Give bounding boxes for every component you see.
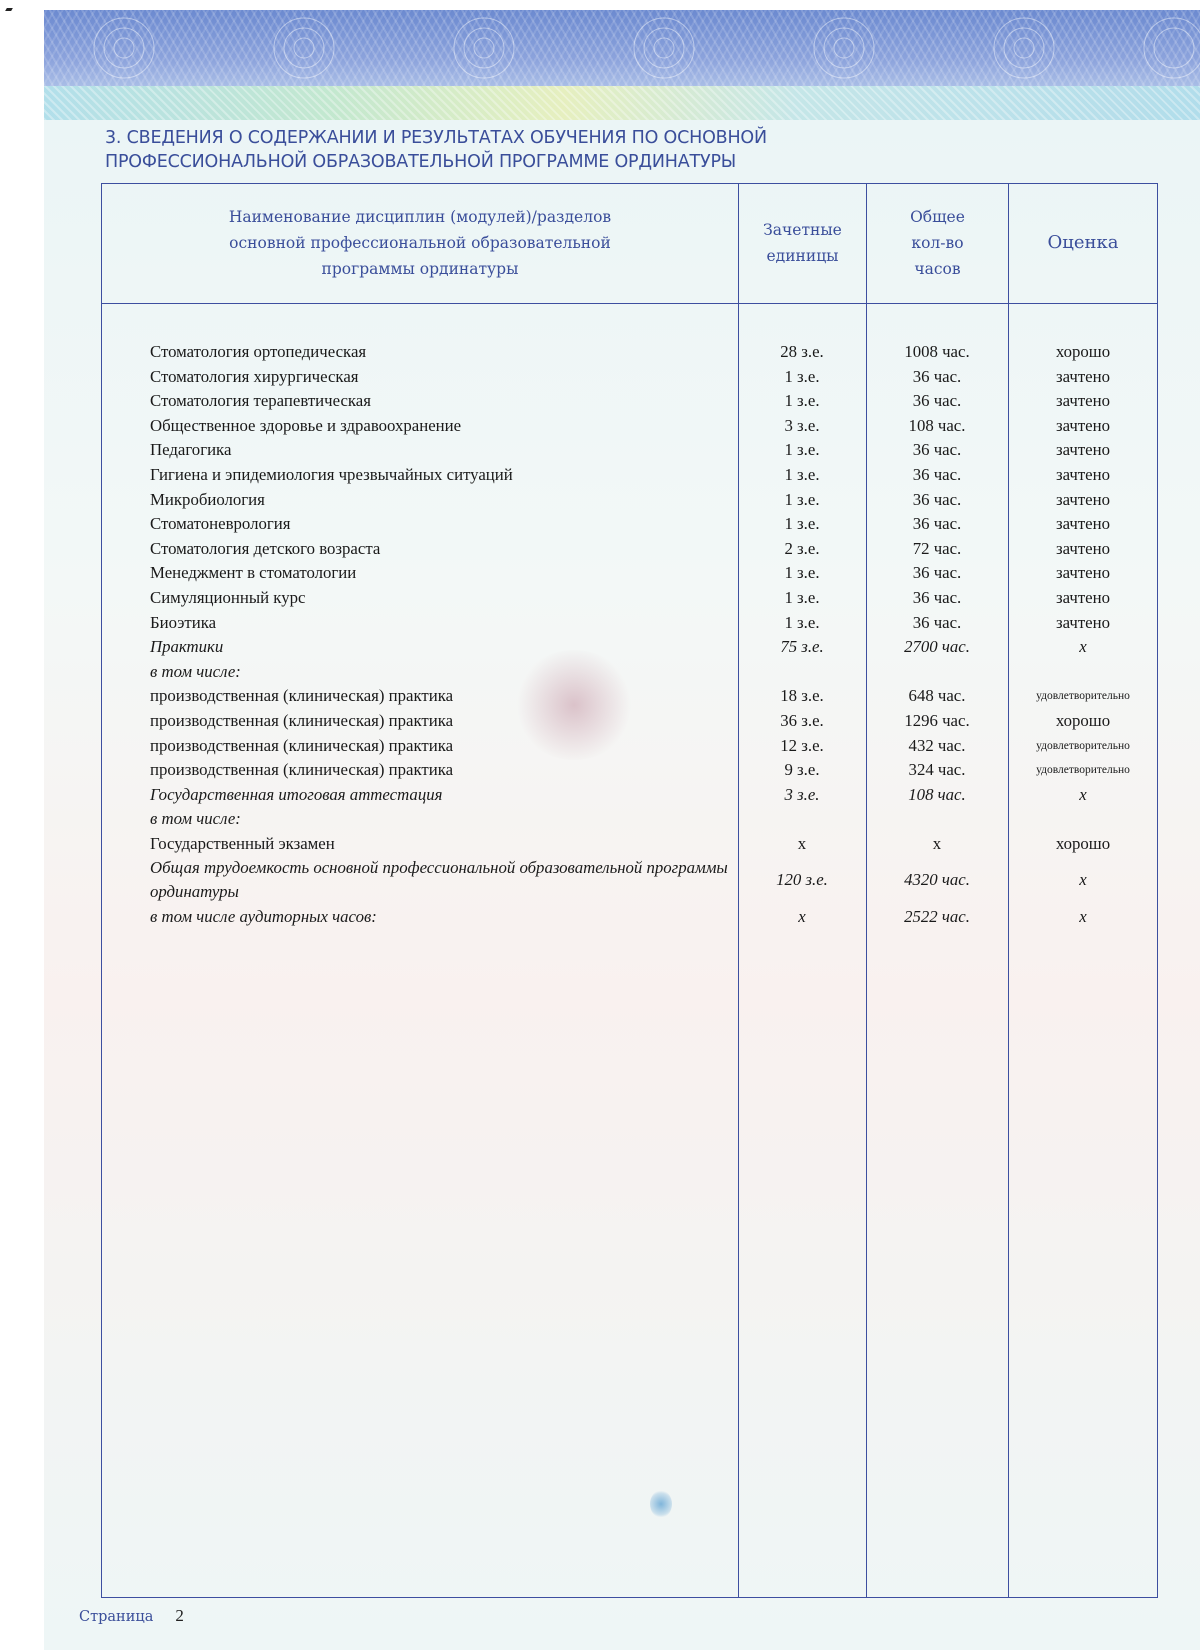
grade-value: зачтено — [1056, 366, 1110, 386]
grade-value: х — [1079, 784, 1087, 804]
table-row — [101, 734, 1158, 759]
discipline-name: производственная (клиническая) практика — [150, 735, 454, 755]
credits-value: 18 з.е. — [780, 686, 824, 706]
header-discipline-line: основной профессиональной образовательной — [229, 234, 611, 252]
grade-value: х — [1079, 907, 1087, 927]
header-grade — [1009, 184, 1157, 302]
credits-value: 120 з.е. — [776, 870, 828, 890]
table-row — [101, 365, 1158, 390]
hours-value: 2700 час. — [904, 637, 970, 657]
table-row — [101, 488, 1158, 513]
grade-value: удовлетворительно — [1036, 690, 1130, 703]
discipline-name: Микробиология — [150, 489, 265, 509]
discipline-name: Стоматология терапевтическая — [150, 391, 371, 411]
table-row — [101, 586, 1158, 611]
hours-value: 2522 час. — [904, 907, 970, 927]
grade-value: удовлетворительно — [1036, 764, 1130, 777]
discipline-name: в том числе: — [150, 661, 241, 681]
hours-value: 108 час. — [908, 415, 966, 435]
credits-value: х — [798, 907, 806, 927]
discipline-name: Симуляционный курс — [150, 587, 306, 607]
header-discipline — [102, 184, 738, 302]
hours-value: 36 час. — [912, 440, 962, 460]
hours-value: 36 час. — [912, 587, 962, 607]
discipline-name: Педагогика — [150, 440, 232, 460]
hours-value: 108 час. — [908, 784, 966, 804]
credits-value: 1 з.е. — [784, 464, 820, 484]
credits-value: 28 з.е. — [780, 342, 824, 361]
hours-value: 1296 час. — [904, 710, 970, 730]
hours-value: 36 час. — [912, 514, 962, 534]
header-hours-line: кол-во — [911, 234, 964, 252]
header-credits-line: Зачетные — [763, 221, 842, 239]
discipline-name: Практики — [150, 637, 224, 657]
grade-value: зачтено — [1056, 563, 1110, 583]
credits-value: 3 з.е. — [784, 784, 820, 804]
grade-value: зачтено — [1056, 391, 1110, 411]
credits-value: 1 з.е. — [784, 587, 820, 607]
grade-value: х — [1079, 870, 1087, 890]
table-row — [101, 512, 1158, 537]
discipline-name: Менеджмент в стоматологии — [150, 563, 357, 583]
discipline-name: Гигиена и эпидемиология чрезвычайных ситуаций — [150, 464, 513, 484]
discipline-name: Биоэтика — [150, 612, 217, 632]
grade-value: зачтено — [1056, 440, 1110, 460]
grade-value: зачтено — [1056, 587, 1110, 607]
header-credits-line: единицы — [766, 247, 839, 265]
hours-value: 36 час. — [912, 489, 962, 509]
discipline-name: Стоматология ортопедическая — [150, 342, 367, 361]
discipline-name: Стоматология детского возраста — [150, 538, 381, 558]
table-row — [101, 611, 1158, 636]
table-row — [101, 463, 1158, 488]
credits-value: 1 з.е. — [784, 391, 820, 411]
table-row — [101, 905, 1158, 930]
hours-value: 1008 час. — [904, 342, 970, 361]
hours-value: 36 час. — [912, 563, 962, 583]
discipline-name: Стоматоневрология — [150, 514, 291, 534]
header-grade-line: Оценка — [1047, 232, 1119, 253]
discipline-name: в том числе аудиторных часов: — [150, 907, 377, 927]
hours-value: 432 час. — [908, 735, 966, 755]
table-row — [101, 660, 1158, 685]
header-hours-line: Общее — [910, 208, 965, 226]
grade-value: зачтено — [1056, 464, 1110, 484]
table-row — [101, 561, 1158, 586]
table-body — [101, 340, 1158, 930]
hours-value: х — [932, 833, 942, 853]
hours-value: 648 час. — [908, 686, 966, 706]
grade-value: х — [1079, 637, 1087, 657]
table-row — [101, 783, 1158, 808]
table-row — [101, 414, 1158, 439]
guilloche-banner — [44, 10, 1200, 86]
section-title — [105, 126, 1005, 174]
grade-value: зачтено — [1056, 489, 1110, 509]
page-number: 2 — [175, 1606, 184, 1625]
discipline-name: Общая трудоемкость основной профессиональной образовательной программы ординатуры — [150, 858, 728, 902]
credits-value: х — [797, 833, 807, 853]
grade-value: зачтено — [1056, 538, 1110, 558]
table-row — [101, 758, 1158, 783]
discipline-name: в том числе: — [150, 809, 241, 829]
grade-value: удовлетворительно — [1036, 739, 1130, 752]
security-strip — [44, 86, 1200, 120]
rosette-pattern-icon — [44, 10, 1200, 86]
credits-value: 1 з.е. — [784, 489, 820, 509]
section-title-line-2: ПРОФЕССИОНАЛЬНОЙ ОБРАЗОВАТЕЛЬНОЙ ПРОГРАММЕ ОРДИНАТУРЫ — [105, 152, 737, 172]
grade-value: зачтено — [1056, 514, 1110, 534]
grade-value: хорошо — [1055, 342, 1111, 361]
credits-value: 36 з.е. — [780, 710, 824, 730]
grade-value: зачтено — [1056, 415, 1110, 435]
discipline-name: Стоматология хирургическая — [150, 366, 359, 386]
credits-value: 1 з.е. — [784, 563, 820, 583]
credits-value: 1 з.е. — [784, 366, 820, 386]
credits-value: 75 з.е. — [780, 637, 824, 657]
header-hours — [867, 184, 1008, 302]
grade-value: хорошо — [1055, 710, 1111, 730]
table-row — [101, 832, 1158, 857]
grade-value: хорошо — [1055, 833, 1111, 853]
credits-value: 2 з.е. — [784, 538, 820, 558]
credits-value: 1 з.е. — [784, 612, 820, 632]
table-row — [101, 438, 1158, 463]
hours-value: 36 час. — [912, 464, 962, 484]
discipline-name: производственная (клиническая) практика — [150, 686, 454, 706]
grade-value: зачтено — [1056, 612, 1110, 632]
table-row — [101, 807, 1158, 832]
table-row — [101, 537, 1158, 562]
credits-value: 1 з.е. — [784, 440, 820, 460]
header-credits — [739, 184, 866, 302]
table-row — [101, 340, 1158, 365]
table-row — [101, 389, 1158, 414]
table-row — [101, 635, 1158, 660]
hours-value: 4320 час. — [904, 870, 970, 890]
hours-value: 36 час. — [912, 612, 962, 632]
page-footer — [79, 1606, 184, 1626]
header-discipline-line: Наименование дисциплин (модулей)/разделов — [228, 208, 612, 226]
discipline-name: производственная (клиническая) практика — [150, 710, 454, 730]
hours-value: 36 час. — [912, 391, 962, 411]
credits-value: 1 з.е. — [784, 514, 820, 534]
discipline-name: производственная (клиническая) практика — [150, 760, 454, 780]
credits-value: 12 з.е. — [780, 735, 824, 755]
credits-value: 9 з.е. — [784, 760, 820, 780]
discipline-name: Государственная итоговая аттестация — [150, 784, 443, 804]
table-row — [101, 856, 1158, 905]
hours-value: 72 час. — [912, 538, 962, 558]
page-label: Страница — [79, 1609, 154, 1625]
header-discipline-line: программы ординатуры — [321, 260, 519, 278]
table-row — [101, 684, 1158, 709]
scan-mark — [5, 8, 13, 11]
table-row — [101, 709, 1158, 734]
header-hours-line: часов — [914, 260, 961, 278]
credits-value: 3 з.е. — [784, 415, 820, 435]
discipline-name: Государственный экзамен — [150, 833, 335, 853]
hours-value: 36 час. — [912, 366, 962, 386]
header-divider — [101, 303, 1158, 304]
discipline-name: Общественное здоровье и здравоохранение — [150, 415, 462, 435]
section-title-line-1: 3. СВЕДЕНИЯ О СОДЕРЖАНИИ И РЕЗУЛЬТАТАХ ОБУЧЕНИЯ ПО ОСНОВНОЙ — [105, 128, 767, 148]
hours-value: 324 час. — [908, 760, 966, 780]
